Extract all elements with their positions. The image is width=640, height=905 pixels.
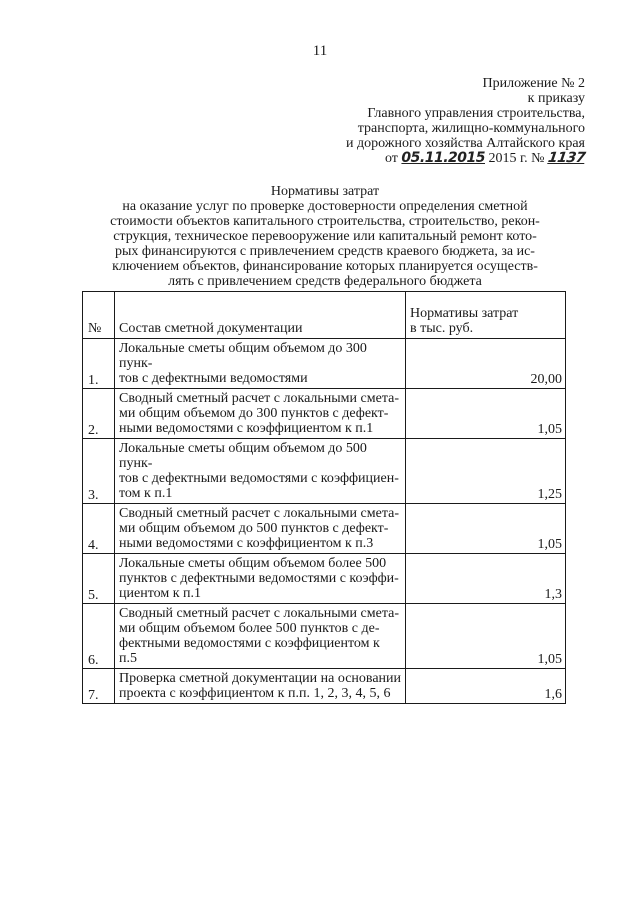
row-number: 3. (83, 439, 115, 504)
header-description: Состав сметной документации (115, 292, 406, 339)
handwritten-order-number: 1137 (546, 150, 587, 166)
date-prefix: от (384, 151, 398, 166)
row-description-line: ми общим объемом до 500 пунктов с дефект- (119, 521, 389, 536)
table-row (83, 439, 566, 504)
handwritten-date: 05.11.2015 (401, 150, 485, 166)
row-description-line: ми общим объемом до 300 пунктов с дефект- (119, 406, 389, 421)
header-value-line: Нормативы затрат (410, 306, 519, 321)
row-description (115, 439, 406, 504)
year-suffix: 2015 г. № (488, 151, 545, 166)
appendix-line: транспорта, жилищно-коммунального (357, 121, 585, 136)
row-description-line: Сводный сметный расчет с локальными смета- (119, 606, 399, 621)
table-row (83, 554, 566, 604)
row-description-line: Локальные сметы общим объемом более 500 (119, 556, 387, 571)
row-value: 1,6 (406, 669, 566, 704)
row-description (115, 604, 406, 669)
row-value: 20,00 (406, 339, 566, 389)
row-description-line: циентом к п.1 (119, 586, 202, 601)
row-number: 2. (83, 389, 115, 439)
row-number: 7. (83, 669, 115, 704)
row-number: 1. (83, 339, 115, 389)
row-description-line: Сводный сметный расчет с локальными смета- (119, 506, 399, 521)
row-value: 1,05 (406, 389, 566, 439)
row-description (115, 554, 406, 604)
row-number: 6. (83, 604, 115, 669)
title-line: лять с привлечением средств федерального бюджета (168, 274, 482, 289)
header-value-line: в тыс. руб. (410, 321, 474, 336)
row-description-line: тов с дефектными ведомостями (119, 371, 308, 386)
title-line: на оказание услуг по проверке достоверности определения сметной (122, 199, 528, 214)
header-value (406, 292, 566, 339)
table-row (83, 339, 566, 389)
appendix-header (346, 76, 585, 166)
table-row (83, 669, 566, 704)
table-row (83, 504, 566, 554)
title-line: рых финансируются с привлечением средств краевого бюджета, за ис- (115, 244, 535, 259)
row-description (115, 669, 406, 704)
row-number: 4. (83, 504, 115, 554)
table-row (83, 389, 566, 439)
appendix-line: Главного управления строительства, (367, 106, 585, 121)
row-value: 1,25 (406, 439, 566, 504)
appendix-line: Приложение № 2 (482, 76, 585, 91)
page-number: 11 (312, 43, 328, 59)
row-description-line: тов с дефектными ведомостями с коэффициен- (119, 471, 399, 486)
row-description-line: Локальные сметы общим объемом до 500 пунк- (119, 441, 367, 471)
cost-norms-table (82, 291, 566, 704)
title-heading: Нормативы затрат (270, 184, 380, 199)
row-value: 1,3 (406, 554, 566, 604)
row-description (115, 504, 406, 554)
appendix-line: к приказу (527, 91, 585, 106)
appendix-line: и дорожного хозяйства Алтайского края (346, 136, 585, 151)
title-line: ключением объектов, финансирование которых планируется осуществ- (112, 259, 538, 274)
row-description-line: том к п.1 (119, 486, 173, 501)
document-title (110, 184, 540, 289)
title-line: струкция, техническое перевооружение или капитальный ремонт кото- (113, 229, 537, 244)
table-header-row (83, 292, 566, 339)
row-description (115, 389, 406, 439)
header-num: № (83, 292, 115, 339)
row-number: 5. (83, 554, 115, 604)
row-description-line: проекта с коэффициентом к п.п. 1, 2, 3, 4, 5, 6 (119, 686, 391, 701)
order-date-line (346, 151, 585, 166)
title-line: стоимости объектов капитального строительства, строительство, рекон- (110, 214, 540, 229)
row-description-line: ными ведомостями с коэффициентом к п.1 (119, 421, 374, 436)
row-description-line: ными ведомостями с коэффициентом к п.3 (119, 536, 374, 551)
row-description-line: Проверка сметной документации на основании (119, 671, 402, 686)
row-description-line: ми общим объемом более 500 пунктов с де- (119, 621, 380, 636)
row-description-line: Локальные сметы общим объемом до 300 пунк- (119, 341, 367, 371)
row-value: 1,05 (406, 604, 566, 669)
row-description-line: фектными ведомостями с коэффициентом к п.5 (119, 636, 380, 666)
row-value: 1,05 (406, 504, 566, 554)
row-description-line: пунктов с дефектными ведомостями с коэффи- (119, 571, 399, 586)
row-description-line: Сводный сметный расчет с локальными смета- (119, 391, 399, 406)
table-row (83, 604, 566, 669)
row-description (115, 339, 406, 389)
